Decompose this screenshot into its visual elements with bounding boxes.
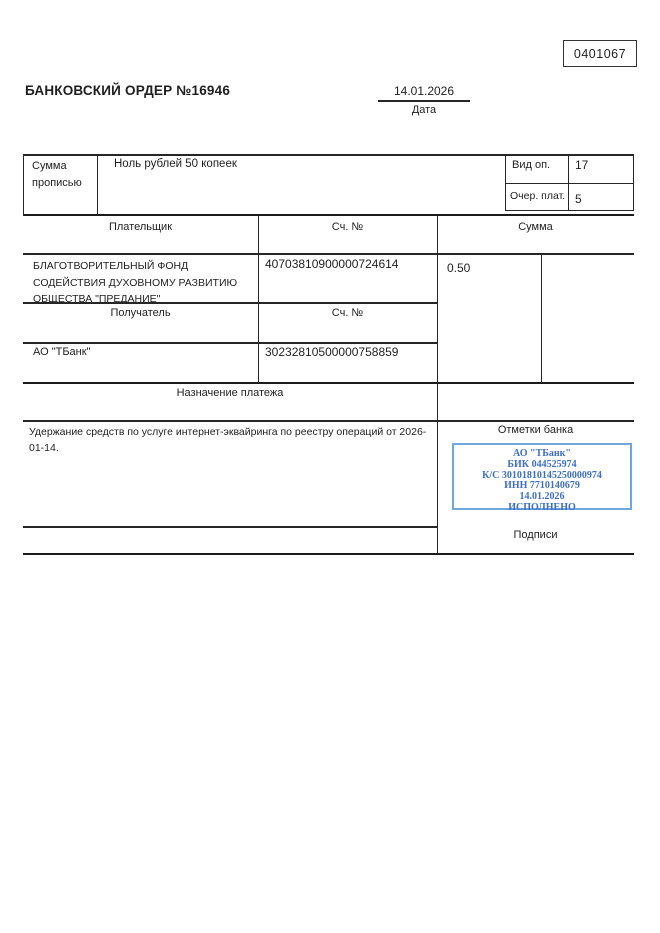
recipient-account: 30232810500000758859 <box>265 345 399 359</box>
grid-line-purpose-bottom <box>23 526 437 528</box>
grid-line-vidop-left <box>505 154 506 211</box>
recipient-header: Получатель <box>110 307 171 319</box>
date-value: 14.01.2026 <box>393 84 455 98</box>
grid-line-vidop-value-divider <box>568 154 569 211</box>
payer-account-header: Сч. № <box>331 221 364 233</box>
grid-line-vidop-bottom <box>505 210 634 211</box>
payer-account: 40703810900000724614 <box>265 257 399 271</box>
form-code-box <box>563 40 637 67</box>
vid-op-label: Вид оп. <box>512 159 551 171</box>
date-underline <box>378 100 470 102</box>
ocher-plat-label: Очер. плат. <box>510 190 566 202</box>
purpose-header: Назначение платежа <box>176 387 284 399</box>
grid-line-top <box>23 154 634 156</box>
bank-marks-header: Отметки банка <box>497 424 574 436</box>
sum-words-value: Ноль рублей 50 копеек <box>114 158 237 170</box>
payer-header: Плательщик <box>108 221 173 233</box>
vid-op-value: 17 <box>575 158 589 172</box>
grid-line-table-bottom <box>23 553 634 555</box>
stamp-bik: БИК 044525974 <box>507 458 577 470</box>
recipient-name: АО "ТБанк" <box>33 346 91 358</box>
grid-line-sum-column-left <box>437 215 438 553</box>
grid-line-sumwords-divider <box>97 154 98 215</box>
grid-line-row1-bottom <box>23 214 634 216</box>
stamp-corr-account: К/С 30101810145250000974 <box>482 469 602 481</box>
signatures-label: Подписи <box>513 529 558 541</box>
recipient-account-header: Сч. № <box>331 307 364 319</box>
bank-stamp <box>452 443 632 513</box>
stamp-inn: ИНН 7710140679 <box>504 480 580 492</box>
grid-line-headers-bottom <box>23 253 634 255</box>
document-title: БАНКОВСКИЙ ОРДЕР №16946 <box>25 83 231 98</box>
form-code: 0401067 <box>573 46 627 61</box>
grid-line-left-row1 <box>23 154 24 215</box>
grid-line-purpose-header-bottom <box>23 420 634 422</box>
date-label: Дата <box>411 104 437 116</box>
amount-value: 0.50 <box>447 261 471 275</box>
grid-line-recipient-bottom <box>23 382 634 384</box>
grid-line-payer-account-divider <box>258 215 259 382</box>
purpose-text: Удержание средств по услуге интернет-эквайринга по реестру операций от 2026-01-14. <box>29 426 427 454</box>
grid-line-sum-inner-divider <box>541 254 542 382</box>
ocher-plat-value: 5 <box>575 192 582 206</box>
sum-header: Сумма <box>518 221 553 233</box>
grid-line-vidop-mid <box>505 183 634 184</box>
payer-name: БЛАГОТВОРИТЕЛЬНЫЙ ФОНД СОДЕЙСТВИЯ ДУХОВНОМУ РАЗВИТИЮ ОБЩЕСТВА "ПРЕДАНИЕ" <box>33 260 238 305</box>
stamp-status: ИСПОЛНЕНО <box>508 501 576 513</box>
sum-words-label: Сумма прописью <box>32 160 82 189</box>
stamp-date: 14.01.2026 <box>519 491 565 503</box>
grid-line-right-row1 <box>633 154 634 211</box>
grid-line-recipient-header-bottom <box>23 342 437 344</box>
stamp-bank-name: АО "ТБанк" <box>513 448 571 459</box>
